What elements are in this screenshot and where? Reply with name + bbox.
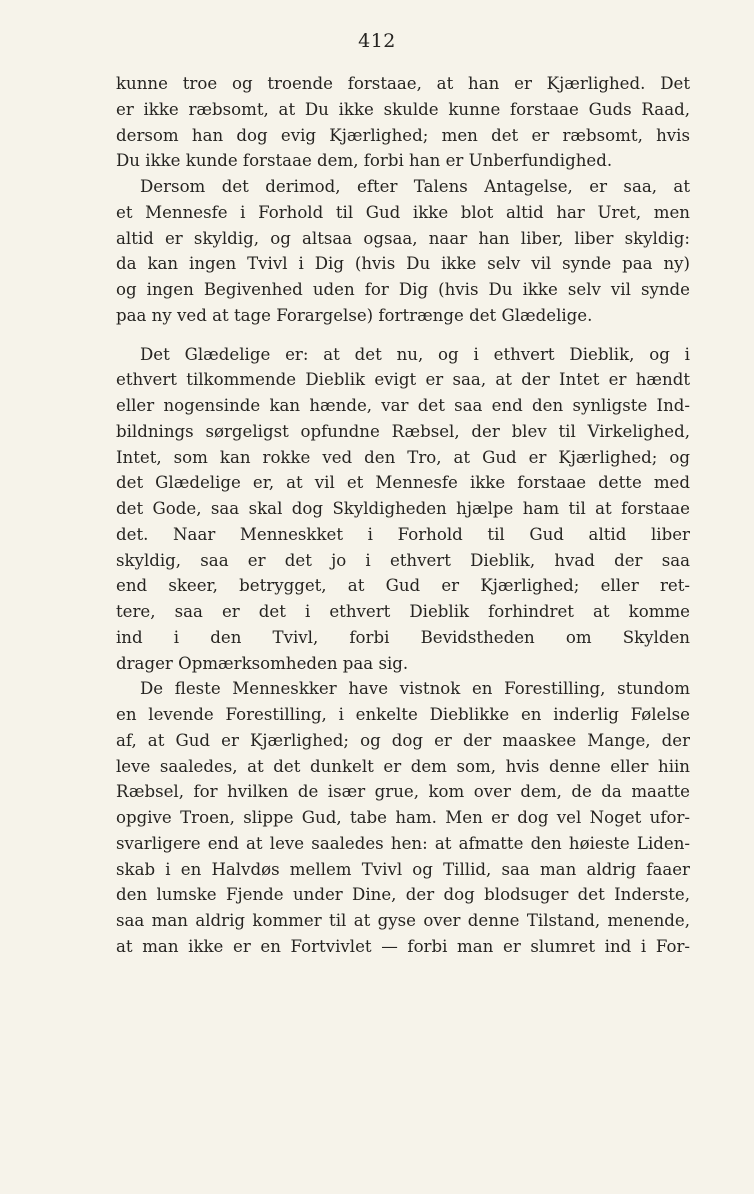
paragraph-2 <box>116 174 690 329</box>
text-line: eller nogensinde kan hænde, var det saa end den synligste Ind- <box>116 396 690 415</box>
page-number: 412 <box>358 30 396 52</box>
text-line: Intet, som kan rokke ved den Tro, at Gud er Kjærlighed; og <box>116 447 690 467</box>
text-line: og ingen Begivenhed uden for Dig (hvis Du ikke selv vil synde <box>116 280 690 299</box>
text-line: Ræbsel, for hvilken de især grue, kom over dem, de da maatte <box>116 782 690 802</box>
text-line: skyldig, saa er det jo i ethvert Dieblik, hvad der saa <box>116 550 690 570</box>
text-line: opgive Troen, slippe Gud, tabe ham. Men er dog vel Noget ufor- <box>116 808 690 827</box>
text-line: paa ny ved at tage Forargelse) fortrænge det Glædelige. <box>116 305 593 325</box>
paragraph-4 <box>116 676 690 959</box>
text-line: det Gode, saa skal dog Skyldigheden hjælpe ham til at forstaae <box>116 499 690 518</box>
text-line: ind i den Tvivl, forbi Bevidstheden om Skylden <box>116 627 690 647</box>
paragraph-3 <box>116 342 690 677</box>
text-line: er ikke ræbsomt, at Du ikke skulde kunne forstaae Guds Raad, <box>116 99 690 119</box>
text-line: De fleste Menneskker have vistnok en Forestilling, stundom <box>140 679 690 699</box>
text-line: en levende Forestilling, i enkelte Dieblikke en inderlig Følelse <box>116 705 690 724</box>
paragraph-gap <box>116 329 690 342</box>
text-line: da kan ingen Tvivl i Dig (hvis Du ikke selv vil synde paa ny) <box>116 254 690 274</box>
text-line: bildnings sørgeligst opfundne Ræbsel, der blev til Virkelighed, <box>116 421 690 441</box>
text-line: af, at Gud er Kjærlighed; og dog er der maaskee Mange, der <box>116 730 690 750</box>
text-line: ethvert tilkommende Dieblik evigt er saa, at der Intet er hændt <box>116 370 690 390</box>
text-line: at man ikke er en Fortvivlet — forbi man er slumret ind i For- <box>116 936 690 956</box>
text-line: drager Opmærksomheden paa sig. <box>116 653 409 673</box>
text-line: Dersom det derimod, efter Talens Antagelse, er saa, at <box>140 177 690 196</box>
text-line: saa man aldrig kommer til at gyse over denne Tilstand, menende, <box>116 911 690 930</box>
text-line: svarligere end at leve saaledes hen: at afmatte den høieste Liden- <box>116 833 690 853</box>
text-line: Det Glædelige er: at det nu, og i ethvert Dieblik, og i <box>140 344 690 364</box>
text-line: Du ikke kunde forstaae dem, forbi han er Unberfundighed. <box>116 151 613 171</box>
text-line: skab i en Halvdøs mellem Tvivl og Tillid, saa man aldrig faaer <box>116 859 690 879</box>
text-line: altid er skyldig, og altsaa ogsaa, naar han liber, liber skyldig: <box>116 228 690 248</box>
text-line: den lumske Fjende under Dine, der dog blodsuger det Inderste, <box>116 885 690 905</box>
text-line: det Glædelige er, at vil et Mennesfe ikke forstaae dette med <box>116 473 690 493</box>
text-line: leve saaledes, at det dunkelt er dem som, hvis denne eller hiin <box>116 756 690 776</box>
text-line: et Mennesfe i Forhold til Gud ikke blot altid har Uret, men <box>116 202 690 222</box>
body-text <box>116 71 690 960</box>
paragraph-1 <box>116 71 690 174</box>
text-line: det. Naar Menneskket i Forhold til Gud altid liber <box>116 524 690 544</box>
text-line: kunne troe og troende forstaae, at han er Kjærlighed. Det <box>116 74 690 93</box>
text-line: end skeer, betrygget, at Gud er Kjærlighed; eller ret- <box>116 576 690 596</box>
text-line: tere, saa er det i ethvert Dieblik forhindret at komme <box>116 602 690 621</box>
text-line: dersom han dog evig Kjærlighed; men det er ræbsomt, hvis <box>116 125 690 145</box>
